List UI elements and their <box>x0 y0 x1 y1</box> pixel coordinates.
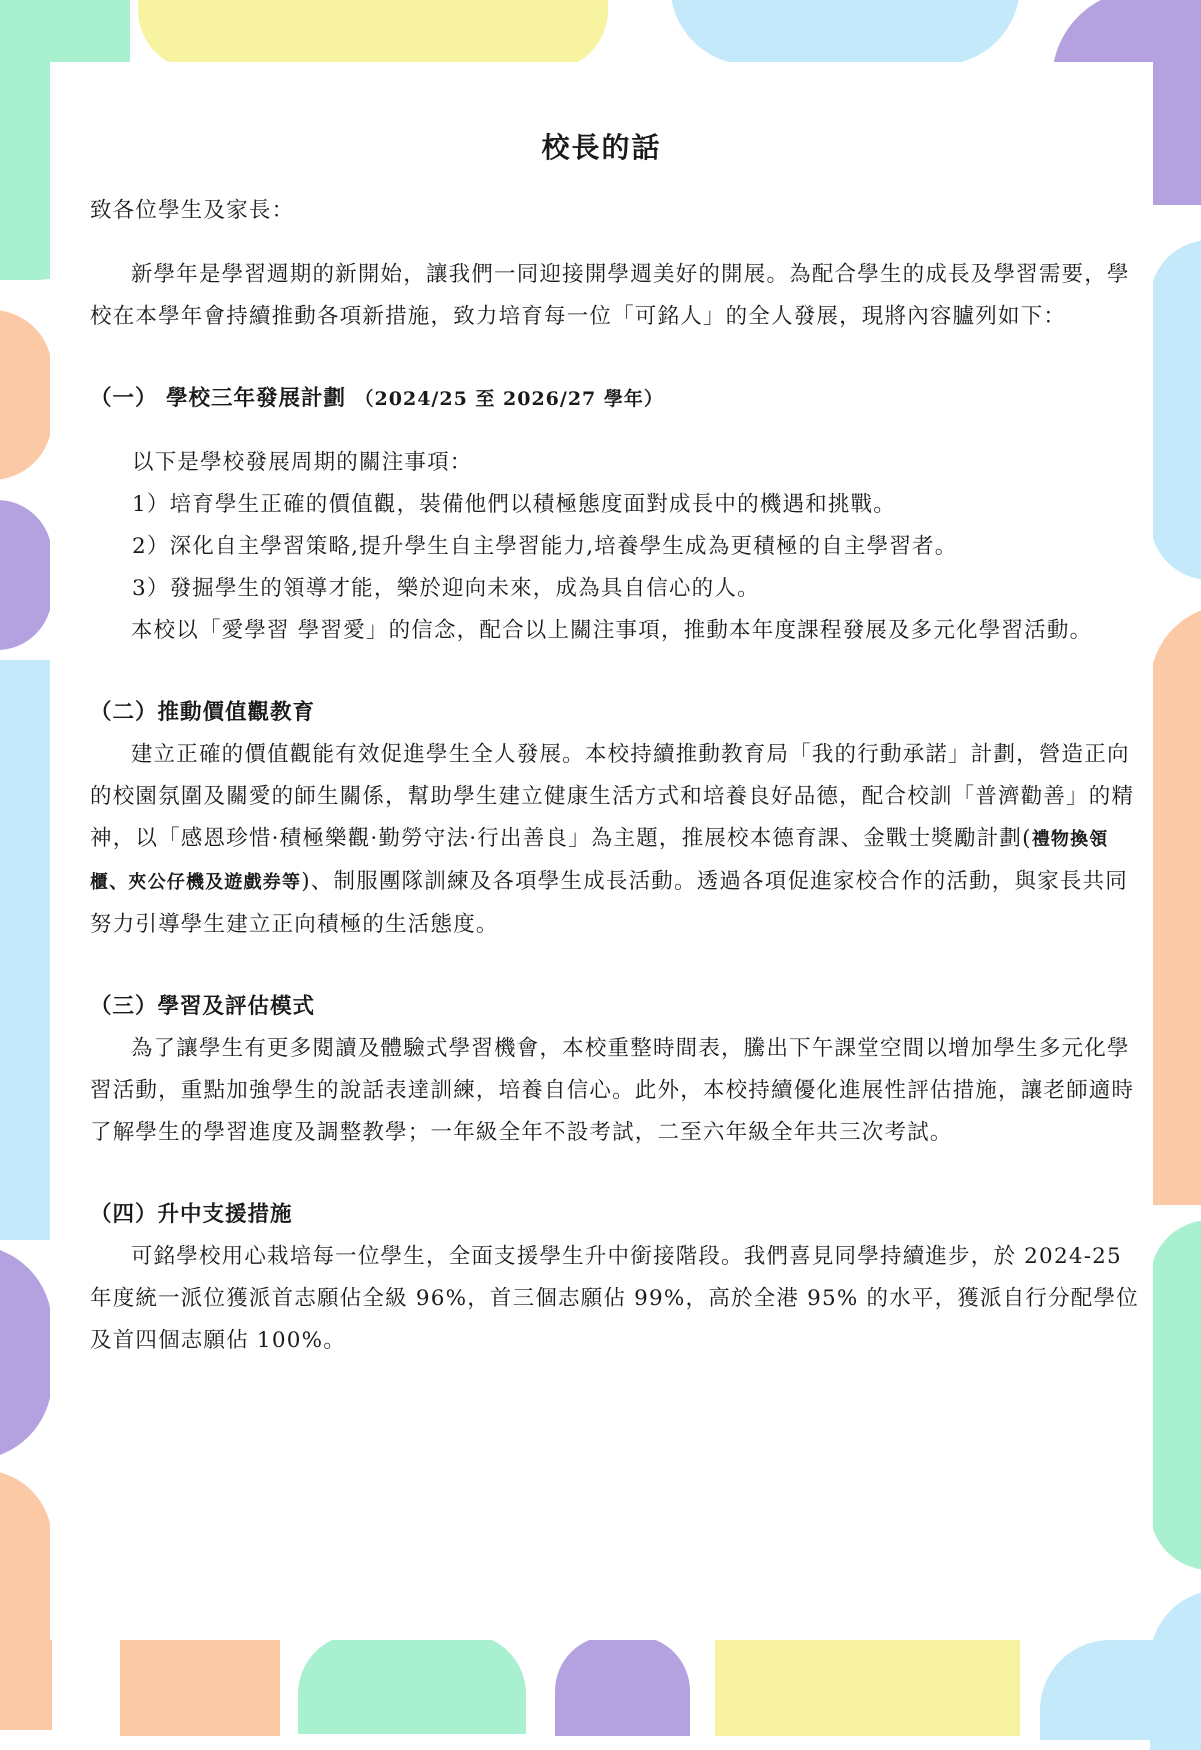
list-item: 1）培育學生正確的價值觀，裝備他們以積極態度面對成長中的機遇和挑戰。 <box>132 492 896 517</box>
decor-shape <box>715 1636 1020 1736</box>
values-text-b: )、制服團隊訓練及各項學生成長活動。透過各項促進家校合作的活動，與家長共同努力引導學生建立正向積極的生活態度。 <box>90 869 1128 937</box>
decor-shape <box>120 1636 280 1736</box>
greeting: 致各位學生及家長： <box>90 198 295 223</box>
section-heading-values: （二）推動價值觀教育 <box>90 700 316 725</box>
decor-shape <box>0 1470 52 1730</box>
values-paragraph <box>90 734 1140 946</box>
decor-shape <box>0 1245 52 1460</box>
section-heading-learning: （三）學習及評估模式 <box>90 994 316 1019</box>
decor-shape <box>555 1636 690 1736</box>
letter-content <box>90 190 1140 1362</box>
decor-shape <box>1150 605 1201 1205</box>
values-text-bold: 禮物換領櫃、夾公仔機及遊戲券等 <box>90 829 1109 893</box>
letter-page <box>50 62 1153 1640</box>
learning-paragraph: 為了讓學生有更多閱讀及體驗式學習機會，本校重整時間表，騰出下午課堂空間以增加學生多元化學習活動，重點加強學生的說話表達訓練，培養自信心。此外，本校持續優化進展性評估措施，讓老師適時了解學生的學習進度及調整教學；一年級全年不設考試，二至六年級全年共三次考試。 <box>90 1036 1135 1145</box>
plan-lead: 以下是學校發展周期的關注事項： <box>132 450 473 475</box>
secondary-paragraph: 可銘學校用心栽培每一位學生，全面支援學生升中銜接階段。我們喜見同學持續進步，於 2024-25 年度統一派位獲派首志願佔全級 96%，首三個志願佔 99%，高於全港 95% 的水平，獲派自行分配學位及首四個志願佔 100%。 <box>90 1244 1139 1353</box>
decor-shape <box>670 0 1020 65</box>
section-heading-plan <box>90 378 1140 420</box>
section-title: 學校三年發展計劃 <box>166 386 347 411</box>
page-title: 校長的話 <box>541 131 662 164</box>
decor-shape <box>0 660 52 1240</box>
list-item: 2）深化自主學習策略,提升學生自主學習能力,培養學生成為更積極的自主學習者。 <box>132 534 958 559</box>
section-note: （2024/25 至 2026/27 學年） <box>354 388 664 410</box>
decor-shape <box>1040 1640 1201 1740</box>
decor-shape <box>138 0 608 70</box>
plan-closing: 本校以「愛學習 學習愛」的信念，配合以上關注事項，推動本年度課程發展及多元化學習活動。 <box>130 618 1093 643</box>
section-heading-secondary: （四）升中支援措施 <box>90 1202 293 1227</box>
decor-shape <box>1150 240 1201 580</box>
values-text-a: 建立正確的價值觀能有效促進學生全人發展。本校持續推動教育局「我的行動承諾」計劃，營造正向的校園氛圍及關愛的師生關係，幫助學生建立健康生活方式和培養良好品德，配合校訓「普濟勸善」的精神，以「感恩珍惜·積極樂觀·勤勞守法·行出善良」為主題，推展校本德育課、金戰士獎勵計劃( <box>90 742 1135 851</box>
intro-paragraph: 新學年是學習週期的新開始，讓我們一同迎接開學週美好的開展。為配合學生的成長及學習需要，學校在本學年會持續推動各項新措施，致力培育每一位「可銘人」的全人發展，現將內容臚列如下： <box>90 262 1130 329</box>
section-number: （一） <box>90 386 158 411</box>
decor-shape <box>298 1634 526 1734</box>
decor-shape <box>1150 1220 1201 1570</box>
decor-shape <box>0 500 52 650</box>
decor-shape <box>0 310 52 480</box>
list-item: 3）發掘學生的領導才能，樂於迎向未來，成為具自信心的人。 <box>132 576 760 601</box>
